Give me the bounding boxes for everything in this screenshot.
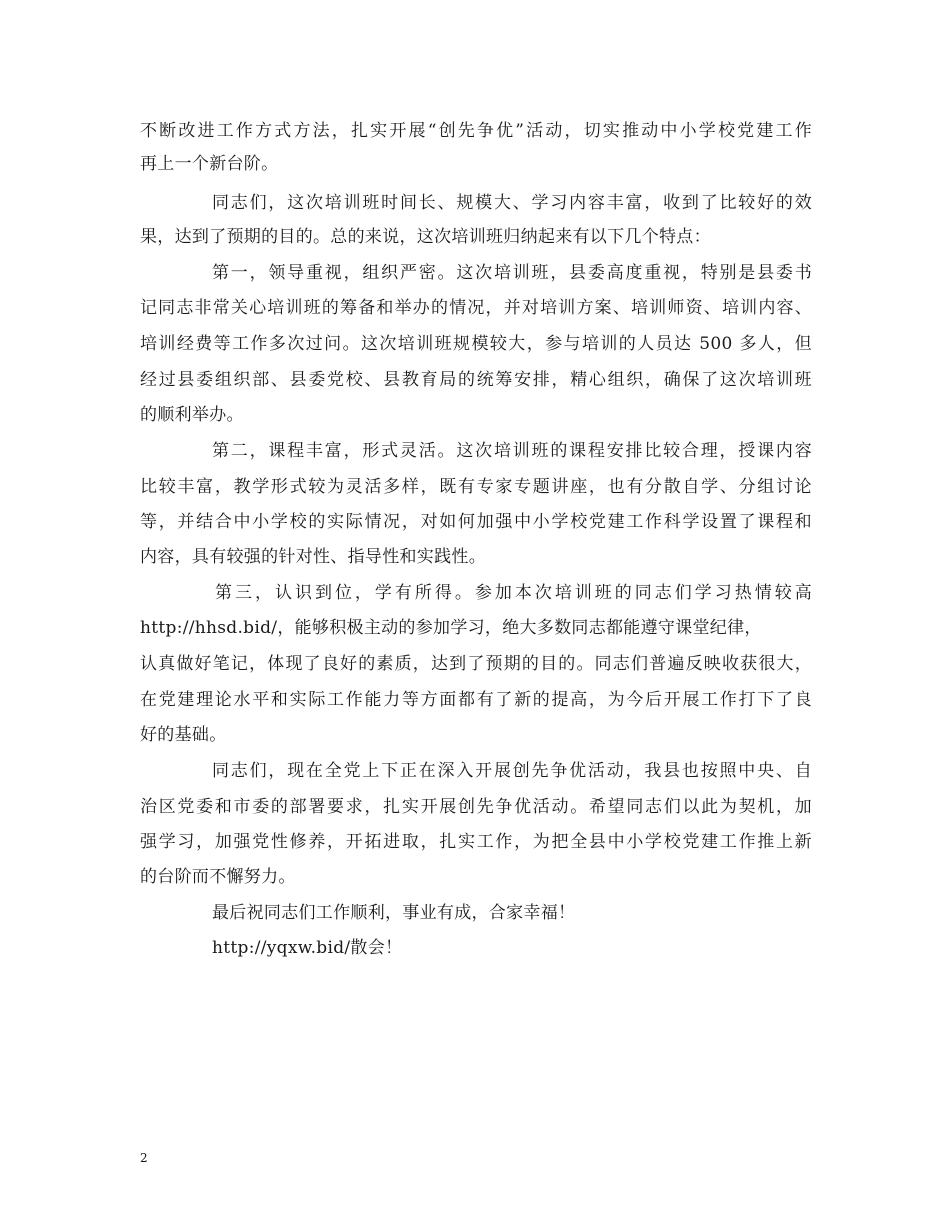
paragraph-line: 的台阶而不懈努力。 [140,867,296,887]
paragraph-line: 同志们，这次培训班时间长、规模大、学习内容丰富，收到了比较好的效 [212,193,812,213]
paragraph-line: 记同志非常关心培训班的筹备和举办的情况，并对培训方案、培训师资、培训内容、 [140,298,812,318]
paragraph-line: 比较丰富，教学形式较为灵活多样，既有专家专题讲座，也有分散自学、分组讨论 [140,477,812,497]
paragraph-line: 不断改进工作方式方法，扎实开展“创先争优”活动，切实推动中小学校党建工作 [140,121,812,141]
paragraph-line: 果，达到了预期的目的。总的来说，这次培训班归纳起来有以下几个特点： [140,227,711,247]
paragraph-line: 第一，领导重视，组织严密。这次培训班，县委高度重视，特别是县委书 [212,263,812,283]
paragraph-line: 内容，具有较强的针对性、指导性和实践性。 [140,547,486,567]
paragraph-line: 治区党委和市委的部署要求，扎实开展创先争优活动。希望同志们以此为契机，加 [140,797,812,817]
paragraph-line: 第二，课程丰富，形式灵活。这次培训班的课程安排比较合理，授课内容 [212,441,812,461]
paragraph-line: 等，并结合中小学校的实际情况，对如何加强中小学校党建工作科学设置了课程和 [140,512,812,532]
paragraph-line: 同志们，现在全党上下正在深入开展创先争优活动，我县也按照中央、自 [212,761,812,781]
paragraph-line: 第三，认识到位，学有所得。参加本次培训班的同志们学习热情较高 [215,583,812,603]
paragraph-line: http://yqxw.bid/散会！ [212,938,403,958]
paragraph-line: 经过县委组织部、县委党校、县教育局的统筹安排，精心组织，确保了这次培训班 [140,370,812,390]
paragraph-line: 再上一个新台阶。 [140,154,279,174]
paragraph-line: 的顺利举办。 [140,405,244,425]
paragraph-line: 认真做好笔记，体现了良好的素质，达到了预期的目的。同志们普遍反映收获很大， [140,654,812,674]
page-number: 2 [140,1151,148,1165]
paragraph-line: 最后祝同志们工作顺利，事业有成，合家幸福！ [212,903,576,923]
paragraph-line: 好的基础。 [140,725,227,745]
paragraph-line: 培训经费等工作多次过问。这次培训班规模较大，参与培训的人员达 500 多人，但 [140,334,812,354]
paragraph-line: http://hhsd.bid/，能够积极主动的参加学习，绝大多数同志都能遵守课堂纪律， [140,618,762,638]
paragraph-line: 在党建理论水平和实际工作能力等方面都有了新的提高，为今后开展工作打下了良 [140,690,812,710]
paragraph-line: 强学习，加强党性修养，开拓进取，扎实工作，为把全县中小学校党建工作推上新 [140,832,812,852]
